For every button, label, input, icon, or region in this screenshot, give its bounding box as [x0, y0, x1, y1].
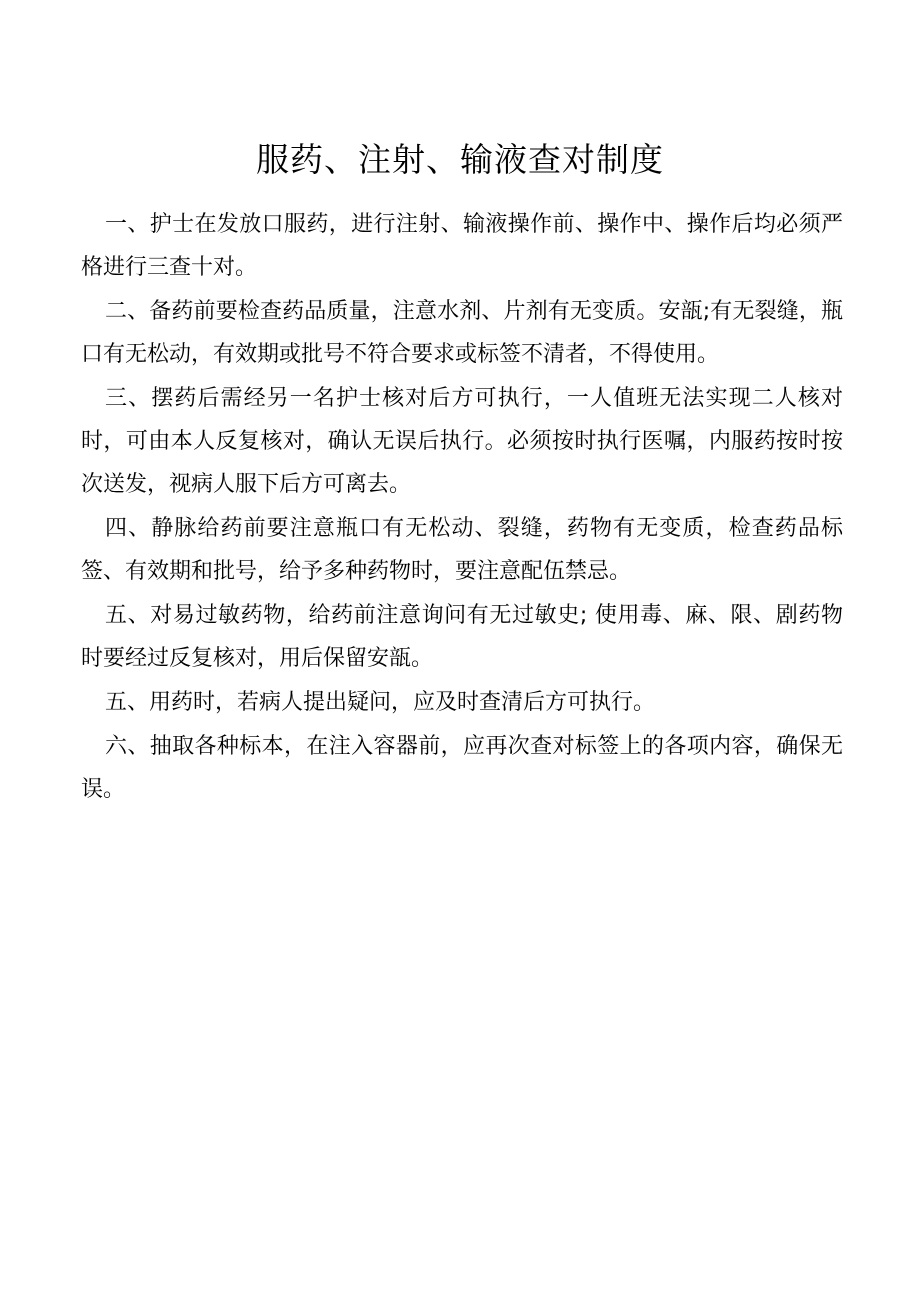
paragraph-4: 四、静脉给药前要注意瓶口有无松动、裂缝，药物有无变质，检查药品标签、有效期和批号，给予多种药物时，要注意配伍禁忌。 [81, 516, 843, 584]
paragraph-1: 一、护士在发放口服药，进行注射、输液操作前、操作中、操作后均必须严格进行三查十对。 [81, 212, 843, 280]
paragraph-7: 六、抽取各种标本，在注入容器前，应再次查对标签上的各项内容，确保无误。 [81, 734, 843, 802]
document-body [81, 203, 843, 812]
paragraph-6: 五、用药时，若病人提出疑问，应及时查清后方可执行。 [105, 690, 656, 715]
paragraph-5: 五、对易过敏药物，给药前注意询问有无过敏史; 使用毒、麻、限、剧药物时要经过反复核对，用后保留安瓿。 [81, 603, 843, 671]
paragraph-3: 三、摆药后需经另一名护士核对后方可执行，一人值班无法实现二人核对时，可由本人反复核对，确认无误后执行。必须按时执行医嘱，内服药按时按次送发，视病人服下后方可离去。 [81, 386, 843, 497]
document-title: 服药、注射、输液查对制度 [256, 140, 664, 179]
paragraph-2: 二、备药前要检查药品质量，注意水剂、片剂有无变质。安瓿;有无裂缝，瓶口有无松动，有效期或批号不符合要求或标签不清者，不得使用。 [81, 299, 843, 367]
